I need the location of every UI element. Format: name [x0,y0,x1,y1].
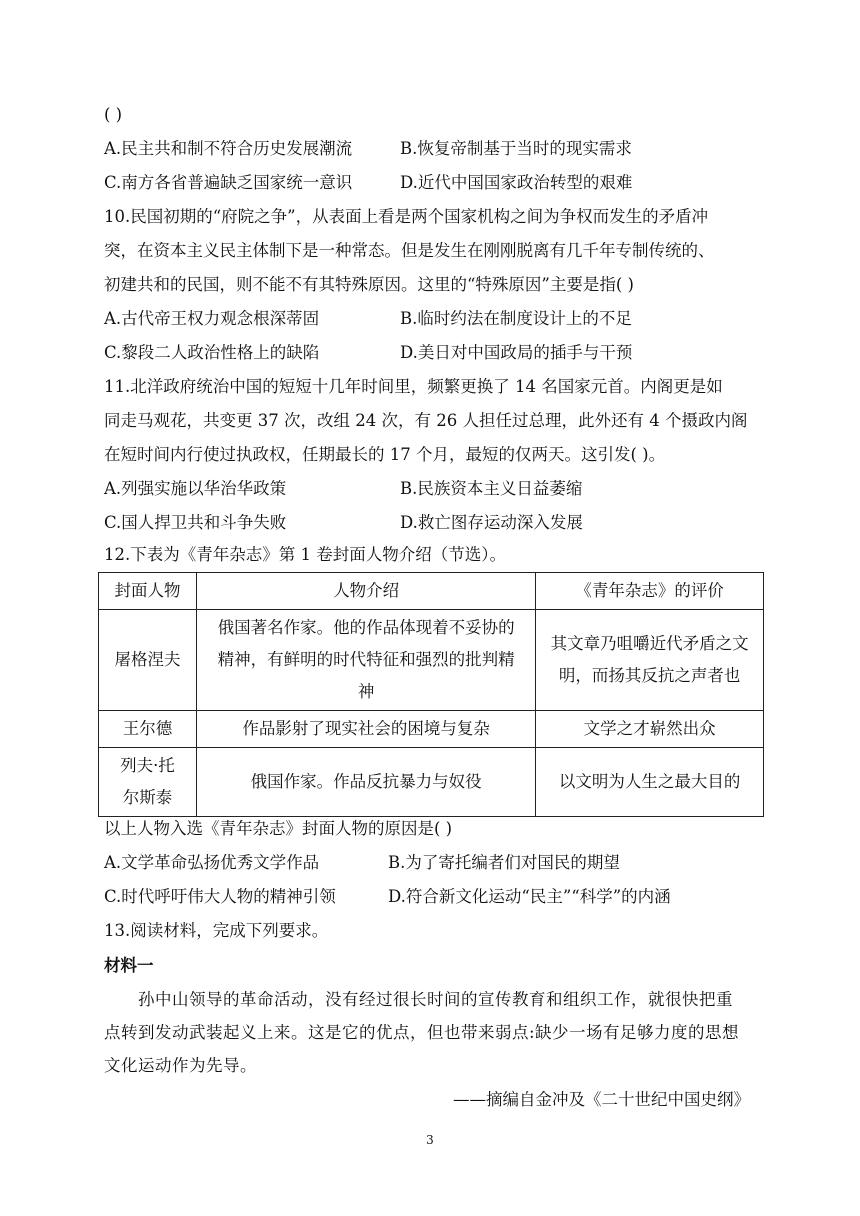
q9-option-b: B.恢复帝制基于当时的现实需求 [400,139,632,158]
q10-stem-line-2: 突，在资本主义民主体制下是一种常态。但是发生在刚刚脱离有几千年专制传统的、 [104,241,715,260]
q12-option-c: C.时代呼吁伟大人物的精神引领 [104,887,336,906]
table-header-row [99,573,764,610]
q10-stem-line-1: 10.民国初期的“府院之争”，从表面上看是两个国家机构之间为争权而发生的矛盾冲 [104,207,709,226]
page-number: 3 [426,1133,434,1147]
table-header-eval: 《青年杂志》的评价 [536,573,764,610]
table-header-person: 封面人物 [99,573,197,610]
table-cell-eval: 以文明为人生之最大目的 [536,748,764,817]
table-cell-person: 王尔德 [99,711,197,748]
table-cell-person: 屠格涅夫 [99,610,197,711]
q9-answer-paren: ( ) [104,105,123,124]
q9-option-c: C.南方各省普遍缺乏国家统一意识 [104,173,353,192]
q12-option-b: B.为了寄托编者们对国民的期望 [388,853,620,872]
table-cell-eval: 文学之才崭然出众 [536,711,764,748]
table-cell-person: 列夫·托尔斯泰 [99,748,197,817]
table-row [99,748,764,817]
q10-option-a: A.古代帝王权力观念根深蒂固 [104,309,320,328]
q10-option-d: D.美日对中国政局的插手与干预 [400,343,633,362]
material-paragraph-line-2: 点转到发动武装起义上来。这是它的优点，但也带来弱点:缺少一场有足够力度的思想 [104,1023,740,1042]
table-row [99,610,764,711]
q9-option-a: A.民主共和制不符合历史发展潮流 [104,139,353,158]
q11-option-d: D.救亡图存运动深入发展 [400,513,583,532]
q11-option-b: B.民族资本主义日益萎缩 [400,479,583,498]
q11-stem-line-1: 11.北洋政府统治中国的短短十几年时间里，频繁更换了 14 名国家元首。内阁更是如 [104,377,723,396]
q9-option-d: D.近代中国国家政治转型的艰难 [400,173,633,192]
material-one-title: 材料一 [104,956,154,975]
q11-stem-line-2: 同走马观花，共变更 37 次，改组 24 次，有 26 人担任过总理，此外还有 4 个摄政内阁 [104,411,748,430]
cover-figures-table [98,572,764,817]
table-cell-intro: 作品影射了现实社会的困境与复杂 [196,711,535,748]
table-cell-intro: 俄国作家。作品反抗暴力与奴役 [196,748,535,817]
q12-stem: 12.下表为《青年杂志》第 1 卷封面人物介绍（节选）。 [104,545,506,564]
q12-option-a: A.文学革命弘扬优秀文学作品 [104,853,320,872]
q13-stem: 13.阅读材料，完成下列要求。 [104,921,329,940]
q10-option-b: B.临时约法在制度设计上的不足 [400,309,632,328]
table-cell-intro: 俄国著名作家。他的作品体现着不妥协的精神，有鲜明的时代特征和强烈的批判精神 [196,610,535,711]
table-cell-eval: 其文章乃咀嚼近代矛盾之文明，而扬其反抗之声者也 [536,610,764,711]
material-paragraph-line-3: 文化运动作为先导。 [104,1056,257,1075]
table-row [99,711,764,748]
q12-question: 以上人物入选《青年杂志》封面人物的原因是( ) [104,819,453,838]
q11-option-c: C.国人捍卫共和斗争失败 [104,513,287,532]
q10-stem-line-3: 初建共和的民国，则不能不有其特殊原因。这里的“特殊原因”主要是指( ) [104,275,634,294]
q11-option-a: A.列强实施以华治华政策 [104,479,287,498]
material-paragraph-line-1: 孙中山领导的革命活动，没有经过很长时间的宣传教育和组织工作，就很快把重 [138,990,733,1009]
q11-stem-line-3: 在短时间内行使过执政权，任期最长的 17 个月，最短的仅两天。这引发( )。 [104,445,666,464]
material-source: ——摘编自金冲及《二十世纪中国史纲》 [453,1090,750,1109]
q10-option-c: C.黎段二人政治性格上的缺陷 [104,343,320,362]
q12-option-d: D.符合新文化运动“民主”“科学”的内涵 [388,887,671,906]
table-header-intro: 人物介绍 [196,573,535,610]
